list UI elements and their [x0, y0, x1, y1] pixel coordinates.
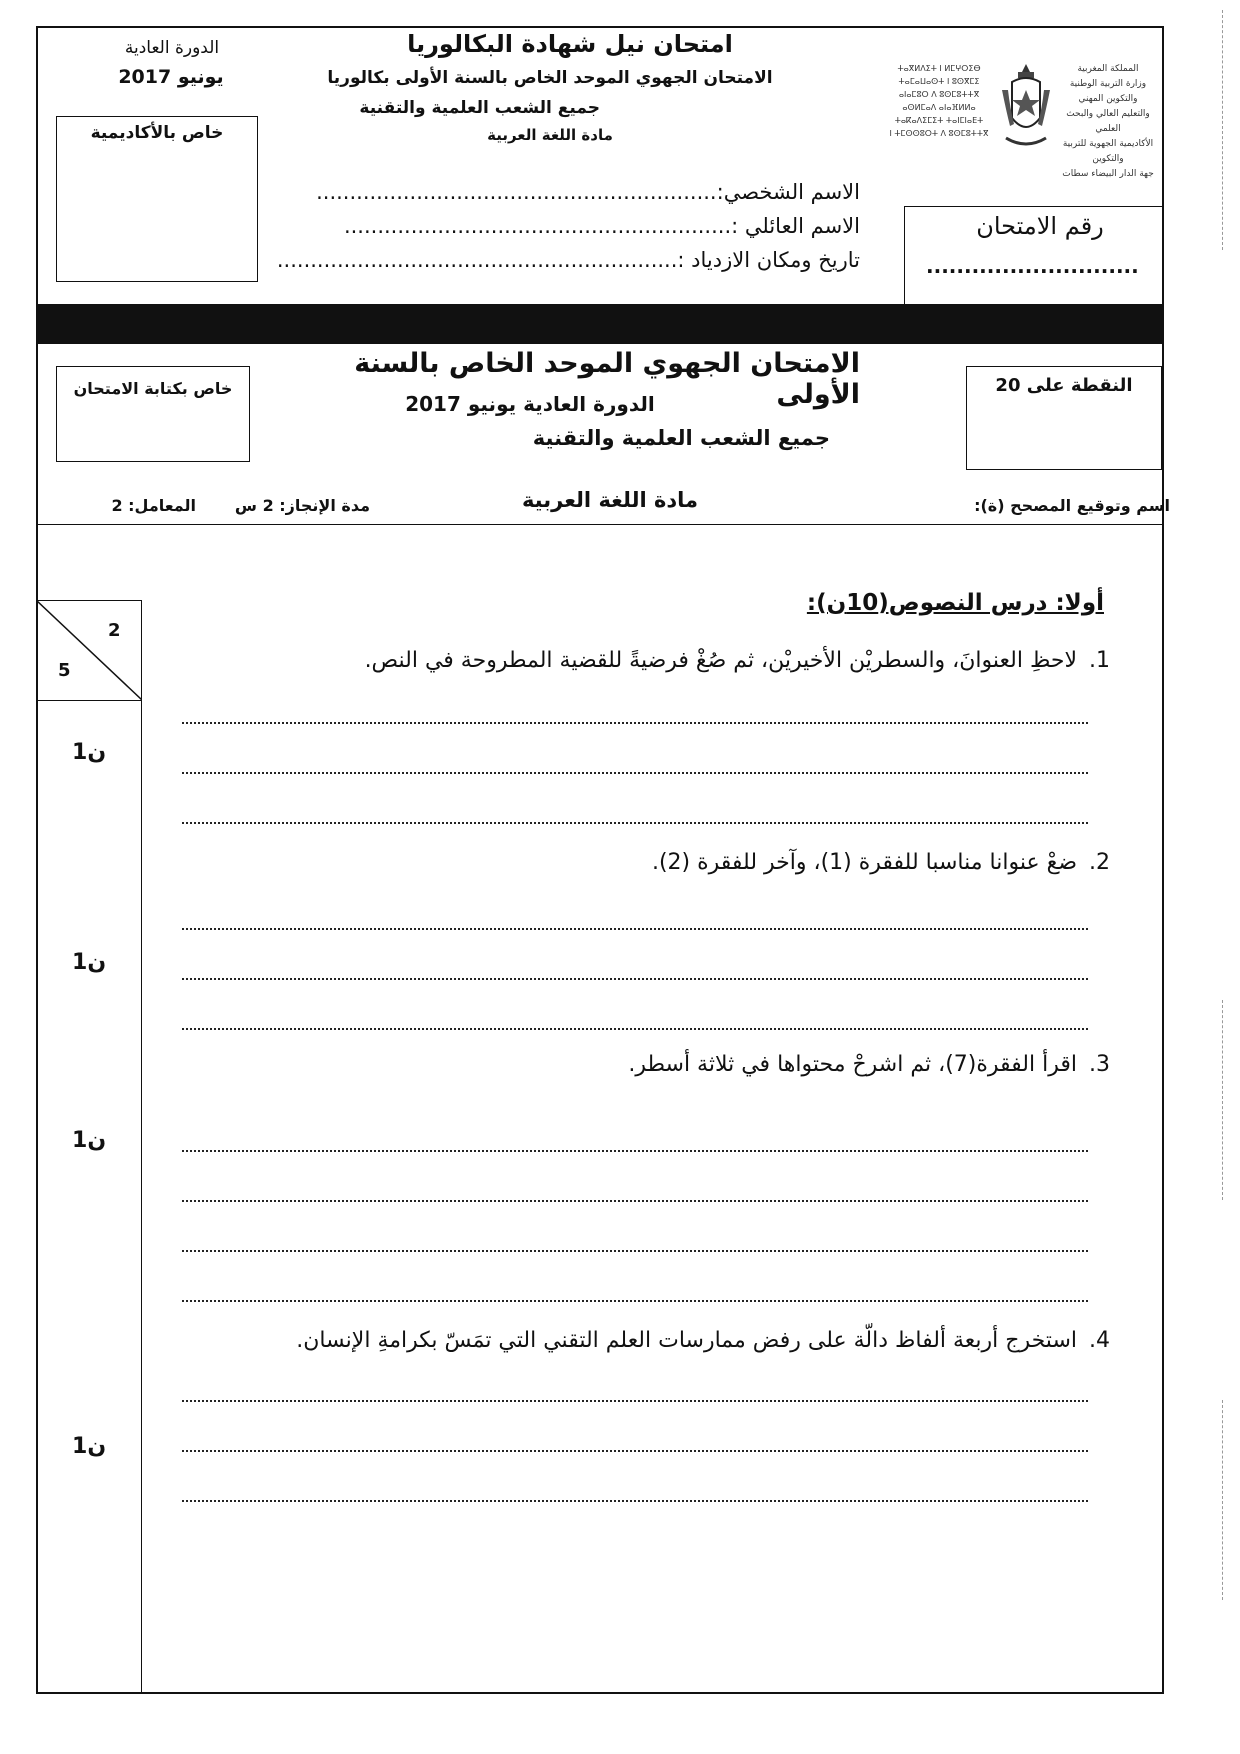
ministry-line: والتعليم العالي والبحث العلمي — [1066, 109, 1150, 134]
ministry-tifinagh-text — [880, 62, 998, 140]
tifinagh-line: ⵜⴰⴽⴰⴷⵉⵎⵉⵜ ⵜⴰⵏⵎⵏⴰⴹⵜ — [894, 116, 984, 125]
second-session: الدورة العادية يونيو 2017 — [405, 392, 655, 416]
question-points: 1ن — [72, 1434, 107, 1459]
question-points: 1ن — [72, 950, 107, 975]
answer-line[interactable] — [182, 822, 1088, 824]
score-box-label: النقطة على 20 — [995, 375, 1133, 396]
academy-box-label: خاص بالأكاديمية — [90, 123, 224, 143]
corner-bottom-divider — [36, 700, 142, 701]
scan-margin-line — [1222, 1000, 1223, 1200]
question-number: 2. — [1089, 850, 1110, 875]
last-name-label: الاسم العائلي : — [731, 214, 860, 238]
birth-field[interactable]: ............................................................ — [276, 248, 678, 272]
answer-line[interactable] — [182, 1150, 1088, 1152]
main-title: امتحان نيل شهادة البكالوريا — [407, 30, 733, 58]
answer-line[interactable] — [182, 772, 1088, 774]
question-1 — [200, 648, 1110, 673]
second-title: الامتحان الجهوي الموحد الخاص بالسنة الأولى — [354, 348, 860, 410]
branches-top: جميع الشعب العلمية والتقنية — [359, 98, 600, 118]
question-points: 1ن — [72, 740, 107, 765]
tifinagh-line: ⵜⴰⵎⴰⵡⴰⵙⵜ ⵏ ⵓⵙⴳⵎⵉ — [898, 77, 980, 86]
moroccan-coat-of-arms-icon — [998, 60, 1054, 160]
last-name-row — [260, 214, 860, 238]
question-3 — [200, 1052, 1110, 1077]
writing-box-label: خاص بكتابة الامتحان — [73, 379, 233, 398]
duration-label: مدة الإنجاز: 2 س — [234, 496, 370, 515]
ministry-line: المملكة المغربية — [1077, 64, 1139, 74]
question-points: 1ن — [72, 1128, 107, 1153]
first-name-field[interactable]: ............................................................ — [316, 180, 717, 204]
coefficient-label: المعامل: 2 — [111, 496, 196, 515]
answer-line[interactable] — [182, 1400, 1088, 1402]
answer-line[interactable] — [182, 1300, 1088, 1302]
score-box — [966, 366, 1162, 470]
session-line: الدورة العادية — [124, 38, 220, 58]
question-text: ضعْ عنوانا مناسبا للفقرة (1)، وآخر للفقرة (2). — [651, 850, 1077, 875]
answer-line[interactable] — [182, 978, 1088, 980]
question-text: استخرج أربعة ألفاظ دالّة على رفض ممارسات العلم التقني التي تمَسّ بكرامةِ الإنسان. — [296, 1328, 1077, 1353]
black-separator-bar — [36, 306, 1164, 342]
corner-diagonal-line — [36, 600, 142, 700]
question-number: 3. — [1089, 1052, 1110, 1077]
grading-corner-diagonal — [36, 600, 142, 700]
subject-top: مادة اللغة العربية — [487, 126, 613, 144]
last-name-field[interactable]: .......................................................... — [343, 214, 732, 238]
writing-box — [56, 366, 250, 462]
birth-row — [260, 248, 860, 272]
year-line: يونيو 2017 — [118, 66, 224, 88]
first-name-row — [260, 180, 860, 204]
exam-number-label: رقم الامتحان — [976, 212, 1104, 240]
question-text: لاحظِ العنوانَ، والسطريْن الأخيريْن، ثم صُغْ فرضيةً للقضية المطروحة في النص. — [364, 648, 1077, 673]
question-4 — [200, 1328, 1110, 1353]
ministry-line: جهة الدار البيضاء سطات — [1062, 169, 1154, 179]
question-number: 4. — [1089, 1328, 1110, 1353]
scan-margin-line — [1222, 1400, 1223, 1600]
ministry-line: والتكوين المهني — [1078, 94, 1138, 104]
tifinagh-line: ⴰⵏⴰⵎⵓⵔ ⴷ ⵓⵙⵎⵓⵜⵜⴳ — [898, 90, 980, 99]
corner-top-value: 2 — [108, 620, 121, 641]
answer-line[interactable] — [182, 1500, 1088, 1502]
corner-bottom-value: 5 — [58, 660, 71, 681]
first-name-label: الاسم الشخصي: — [716, 180, 860, 204]
birth-label: تاريخ ومكان الازدياد : — [677, 248, 860, 272]
subtitle: الامتحان الجهوي الموحد الخاص بالسنة الأولى بكالوريا — [327, 68, 773, 88]
question-number: 1. — [1089, 648, 1110, 673]
answer-line[interactable] — [182, 928, 1088, 930]
ministry-arabic-text — [1056, 62, 1160, 182]
answer-line[interactable] — [182, 1450, 1088, 1452]
ministry-line: الأكاديمية الجهوية للتربية والتكوين — [1062, 139, 1154, 164]
tifinagh-line: ⵜⴰⴳⵍⴷⵉⵜ ⵏ ⵍⵎⵖⵔⵉⴱ — [897, 64, 981, 73]
exam-number-field[interactable]: ............................ — [926, 254, 1139, 278]
second-branches: جميع الشعب العلمية والتقنية — [532, 426, 830, 450]
answer-line[interactable] — [182, 1200, 1088, 1202]
section-title: أولا: درس النصوص(10ن): — [806, 590, 1104, 616]
corrector-label: اسم وتوقيع المصحح (ة): — [974, 496, 1170, 515]
info-row-divider — [36, 524, 1164, 525]
answer-line[interactable] — [182, 1028, 1088, 1030]
ministry-line: وزارة التربية الوطنية — [1069, 79, 1147, 89]
academy-box — [56, 116, 258, 282]
answer-line[interactable] — [182, 1250, 1088, 1252]
second-subject: مادة اللغة العربية — [521, 488, 699, 512]
scan-margin-line — [1222, 10, 1223, 250]
question-2 — [200, 850, 1110, 875]
main-sheet-frame — [36, 342, 1164, 1694]
question-text: اقرأ الفقرة(7)، ثم اشرحْ محتواها في ثلاثة أسطر. — [628, 1052, 1077, 1077]
answer-line[interactable] — [182, 722, 1088, 724]
tifinagh-line: ⴰⵙⵍⵎⴰⴷ ⴰⵏⴰⴼⵍⵍⴰ — [902, 103, 976, 112]
tifinagh-line: ⵏ ⵜⵎⵙⵙⵓⵔⵜ ⴷ ⵓⵙⵎⵓⵜⵜⴳ — [889, 129, 989, 138]
